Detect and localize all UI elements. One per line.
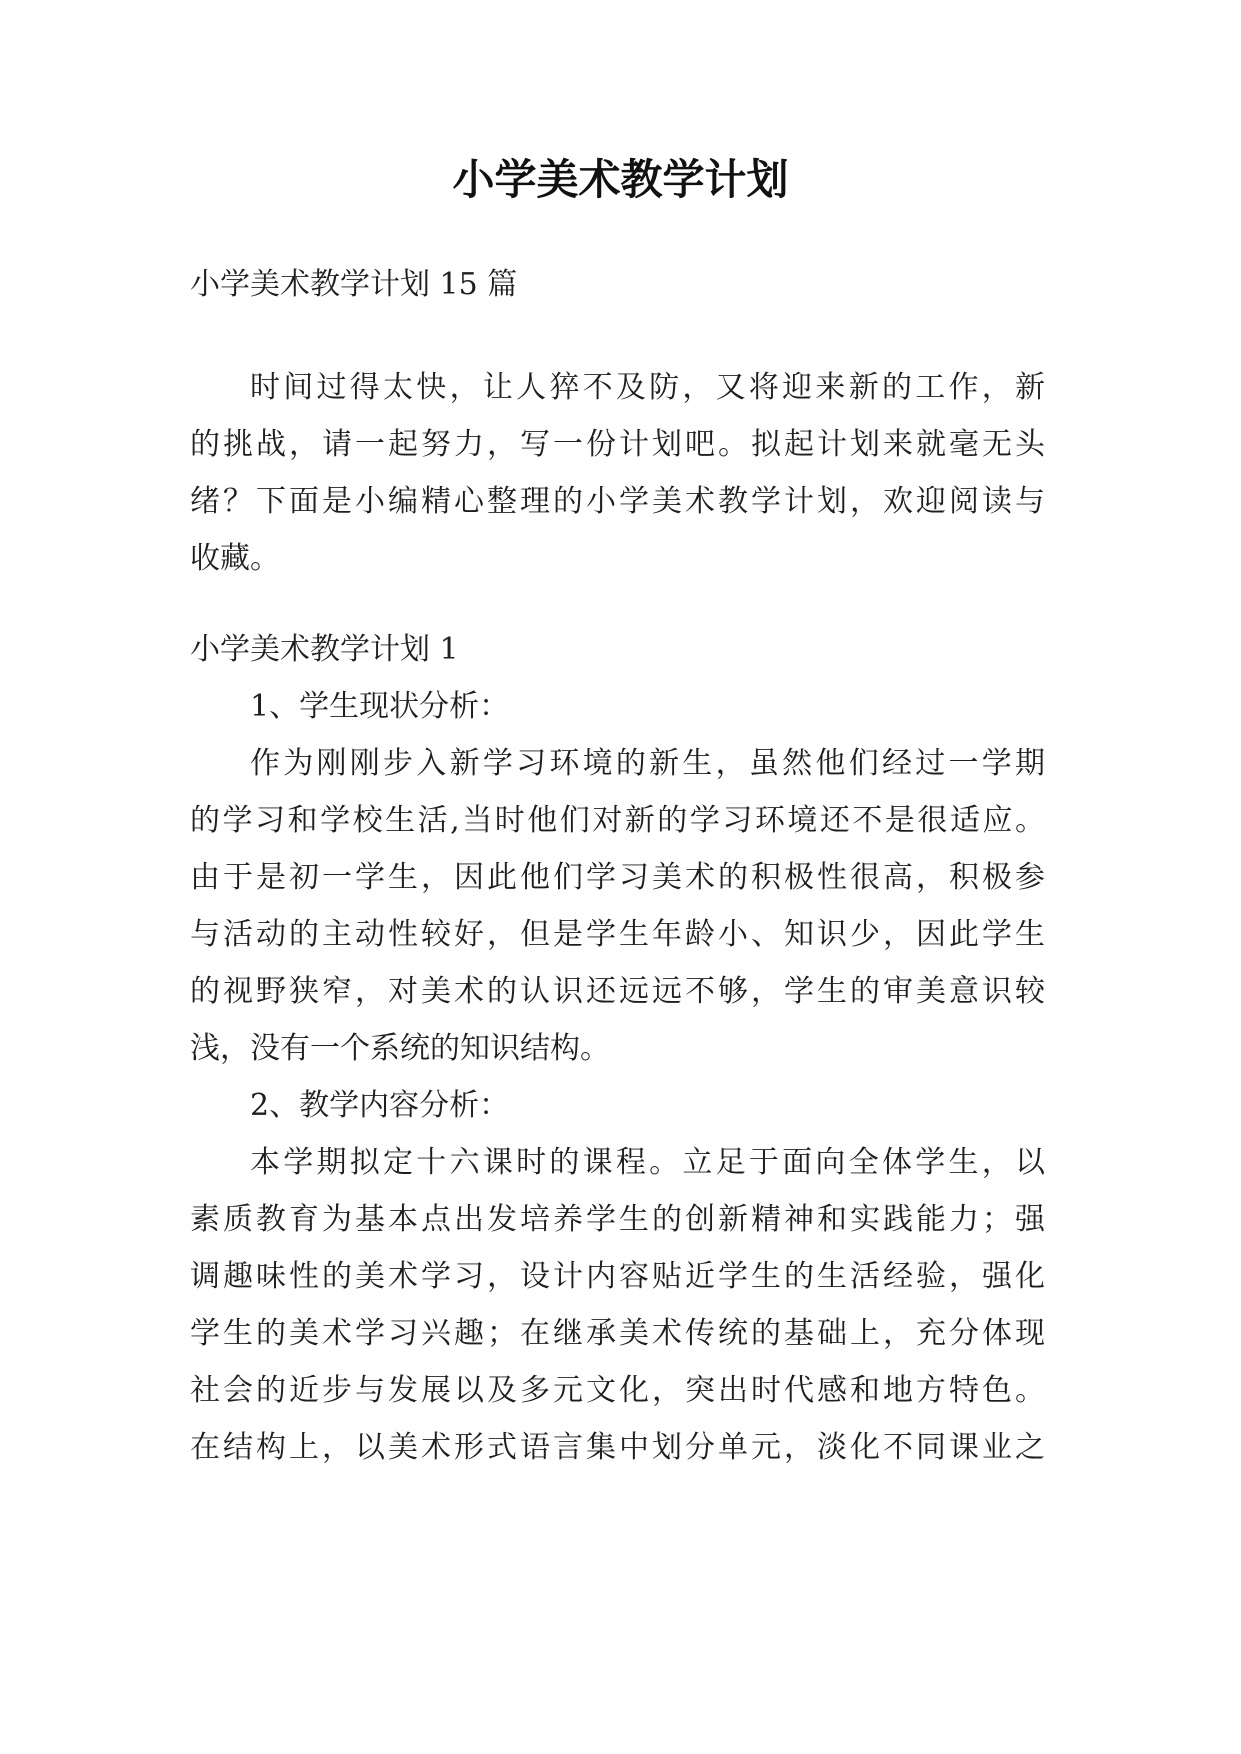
body-line: 本学期拟定十六课时的课程。立足于面向全体学生，以: [250, 1145, 1045, 1180]
body-line: 浅，没有一个系统的知识结构。: [190, 1031, 610, 1066]
body-line: 作为刚刚步入新学习环境的新生，虽然他们经过一学期: [250, 746, 1045, 781]
body-line: 与活动的主动性较好，但是学生年龄小、知识少，因此学生: [190, 917, 1045, 952]
document-subtitle: 小学美术教学计划 15 篇: [190, 267, 518, 302]
body-line: 素质教育为基本点出发培养学生的创新精神和实践能力；强: [190, 1202, 1045, 1237]
body-line: 学生的美术学习兴趣；在继承美术传统的基础上，充分体现: [190, 1316, 1045, 1351]
subsection-heading: 1、学生现状分析：: [250, 689, 510, 724]
section-heading: 小学美术教学计划 1: [190, 632, 459, 667]
intro-line: 绪？下面是小编精心整理的小学美术教学计划，欢迎阅读与: [190, 484, 1045, 519]
body-line: 的视野狭窄，对美术的认识还远远不够，学生的审美意识较: [190, 974, 1045, 1009]
document-title: 小学美术教学计划: [452, 155, 789, 204]
intro-line: 的挑战，请一起努力，写一份计划吧。拟起计划来就毫无头: [190, 427, 1045, 462]
intro-line: 收藏。: [190, 541, 280, 576]
body-line: 由于是初一学生，因此他们学习美术的积极性很高，积极参: [190, 860, 1045, 895]
body-line: 社会的近步与发展以及多元文化，突出时代感和地方特色。: [190, 1373, 1045, 1408]
intro-line: 时间过得太快，让人猝不及防，又将迎来新的工作，新: [250, 370, 1045, 405]
body-line: 在结构上，以美术形式语言集中划分单元，淡化不同课业之: [190, 1430, 1045, 1465]
body-line: 调趣味性的美术学习，设计内容贴近学生的生活经验，强化: [190, 1259, 1045, 1294]
subsection-heading: 2、教学内容分析：: [250, 1088, 510, 1123]
body-line: 的学习和学校生活,当时他们对新的学习环境还不是很适应。: [190, 803, 1045, 838]
